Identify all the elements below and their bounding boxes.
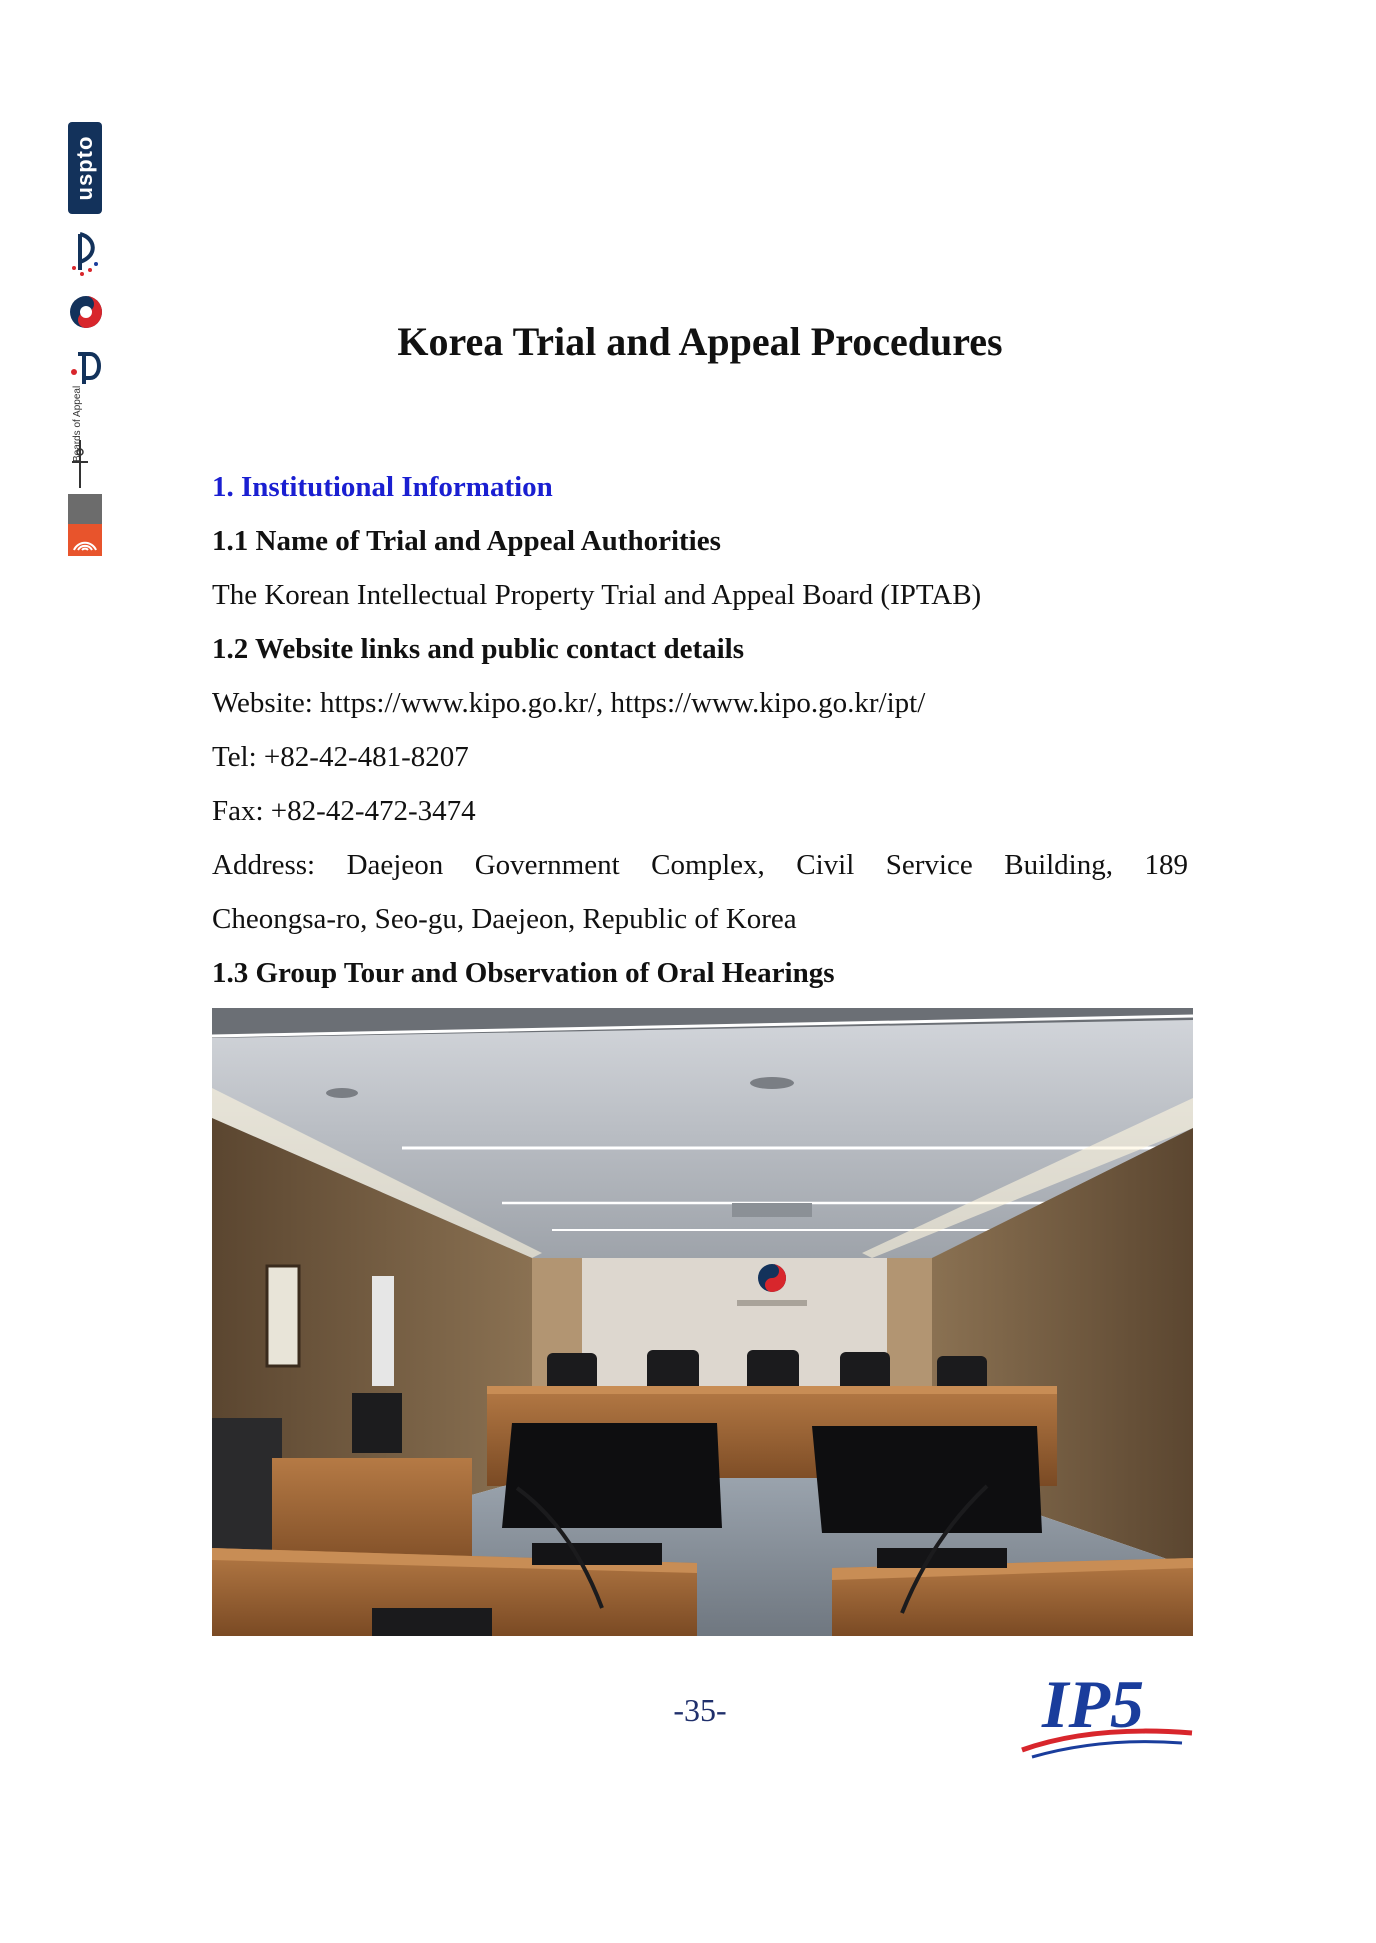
tel-text: Tel: +82-42-481-8207	[212, 741, 469, 773]
website-text: Website: https://www.kipo.go.kr/, https://www.kipo.go.kr/ipt/	[212, 687, 926, 719]
address-line-2: Cheongsa-ro, Seo-gu, Daejeon, Republic of Korea	[212, 903, 797, 935]
document-body	[212, 460, 1188, 1000]
subheading-contact: 1.2 Website links and public contact details	[212, 633, 745, 665]
boards-of-appeal-logo	[66, 385, 106, 490]
courtroom-photo	[212, 1008, 1193, 1636]
page-number: -35-	[673, 1692, 727, 1728]
page-title: Korea Trial and Appeal Procedures	[397, 319, 1003, 364]
address-text	[212, 838, 1188, 946]
fax-text: Fax: +82-42-472-3474	[212, 795, 476, 827]
subheading-group-tour: 1.3 Group Tour and Observation of Oral Hearings	[212, 957, 835, 989]
epo-logo	[66, 230, 106, 280]
boards-of-appeal-label: Boards of Appeal	[72, 385, 83, 462]
ip5-logo	[1012, 1655, 1202, 1765]
address-line-1: Address: Daejeon Government Complex, Civil Service Building, 189	[212, 849, 1188, 881]
cnipa-logo	[68, 494, 102, 556]
authority-name: The Korean Intellectual Property Trial and Appeal Board (IPTAB)	[212, 579, 982, 611]
svg-text:IP5: IP5	[1042, 1666, 1144, 1742]
subheading-authorities: 1.1 Name of Trial and Appeal Authorities	[212, 525, 721, 557]
uspto-logo: uspto	[68, 122, 102, 214]
section-heading-institutional-information: 1. Institutional Information	[212, 471, 553, 503]
